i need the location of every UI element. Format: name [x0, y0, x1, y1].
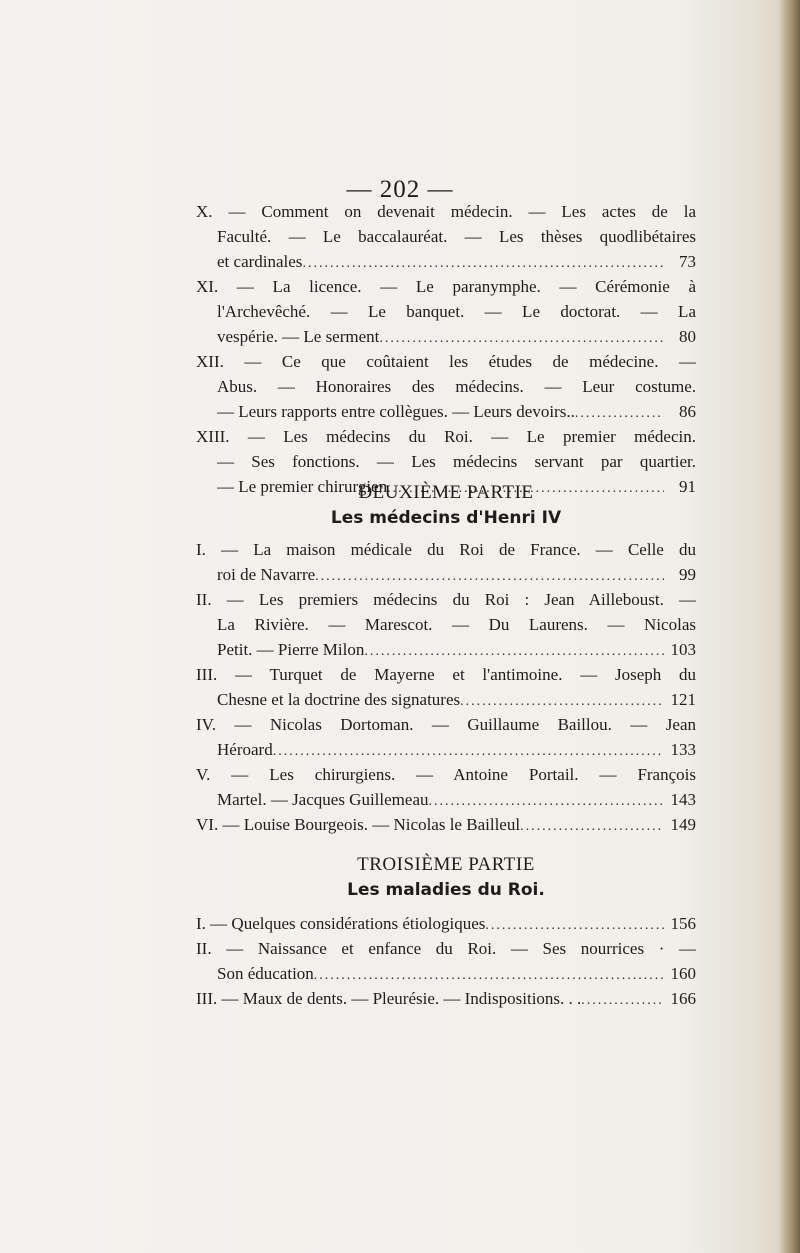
- toc-entry-last-line: [196, 249, 696, 274]
- toc-entry-text: l'Archevêché. — Le banquet. — Le doctorat. — La: [217, 302, 696, 321]
- dot-leader: [315, 564, 664, 589]
- dot-leader: [581, 988, 664, 1013]
- toc-entry-text: Martel. — Jacques Guillemeau: [217, 790, 429, 809]
- toc-entry-text: I. — Quelques considérations étiologiques: [196, 914, 486, 933]
- toc-entry-line: [196, 224, 696, 249]
- toc-entry-line: [196, 712, 696, 737]
- toc-page-number: 156: [670, 914, 696, 933]
- toc-entry-line: [196, 349, 696, 374]
- toc-entry-text: Abus. — Honoraires des médecins. — Leur costume.: [217, 377, 696, 396]
- toc-entry-last-line: [196, 812, 696, 837]
- toc-entry-last-line: [196, 737, 696, 762]
- dot-leader: [485, 913, 664, 938]
- toc-entry-last-line: [196, 687, 696, 712]
- toc-entry-line: [196, 612, 696, 637]
- toc-entry-text: Chesne et la doctrine des signatures: [217, 690, 461, 709]
- toc-page-number: 80: [679, 327, 696, 346]
- toc-entry-line: [196, 274, 696, 299]
- dot-leader: [314, 963, 664, 988]
- toc-entry-text: vespérie. — Le serment: [217, 327, 380, 346]
- dot-leader: [575, 401, 664, 426]
- toc-entry-text: XIII. — Les médecins du Roi. — Le premier médecin.: [196, 427, 696, 446]
- toc-entry-text: et cardinales: [217, 252, 303, 271]
- toc-entry-line: [196, 374, 696, 399]
- part-two-subtitle: Les médecins d'Henri IV: [330, 508, 562, 528]
- toc-page-number: 143: [670, 790, 696, 809]
- toc-entry-last-line: [196, 986, 696, 1011]
- toc-page-number: 91: [679, 477, 696, 496]
- dot-leader: [273, 739, 664, 764]
- toc-section-part-three: [196, 911, 696, 1011]
- toc-entry-text: IV. — Nicolas Dortoman. — Guillaume Baillou. — Jean: [196, 715, 696, 734]
- part-three-heading-block: [196, 854, 696, 900]
- dot-leader: [379, 326, 664, 351]
- dot-leader: [364, 639, 664, 664]
- toc-entry-line: [196, 936, 696, 961]
- toc-entry-text: — Ses fonctions. — Les médecins servant par quartier.: [217, 452, 696, 471]
- toc-entry-line: [196, 537, 696, 562]
- toc-section-part-two: [196, 537, 696, 837]
- toc-entry-text: I. — La maison médicale du Roi de France. — Celle du: [196, 540, 696, 559]
- toc-entry-text: Faculté. — Le baccalauréat. — Les thèses quodlibétaires: [217, 227, 696, 246]
- dot-leader: [460, 689, 664, 714]
- toc-entry-last-line: [196, 637, 696, 662]
- toc-entry-last-line: [196, 324, 696, 349]
- toc-entry-text: La Rivière. — Marescot. — Du Laurens. — Nicolas: [217, 615, 696, 634]
- toc-page-number: 73: [679, 252, 696, 271]
- dot-leader: [429, 789, 665, 814]
- toc-page-number: 133: [670, 740, 696, 759]
- part-three-title: TROISIÈME PARTIE: [357, 854, 535, 875]
- toc-entry-line: [196, 424, 696, 449]
- part-two-heading-block: [196, 482, 696, 528]
- toc-page-number: 99: [679, 565, 696, 584]
- toc-entry-text: Petit. — Pierre Milon: [217, 640, 365, 659]
- toc-entry-text: — Leurs rapports entre collègues. — Leurs devoirs..: [217, 402, 575, 421]
- toc-entry-text: II. — Naissance et enfance du Roi. — Ses nourrices · —: [196, 939, 696, 958]
- toc-entry-line: [196, 587, 696, 612]
- toc-entry-text: roi de Navarre: [217, 565, 316, 584]
- toc-page-number: 149: [670, 815, 696, 834]
- toc-section-first-part-end: [196, 199, 696, 499]
- toc-entry-text: XII. — Ce que coûtaient les études de médecine. —: [196, 352, 696, 371]
- toc-entry-text: XI. — La licence. — Le paranymphe. — Cérémonie à: [196, 277, 696, 296]
- toc-entry-last-line: [196, 911, 696, 936]
- toc-entry-last-line: [196, 399, 696, 424]
- toc-entry-text: Son éducation: [217, 964, 314, 983]
- toc-entry-text: III. — Turquet de Mayerne et l'antimoine. — Joseph du: [196, 665, 696, 684]
- toc-entry-line: [196, 449, 696, 474]
- part-two-title: DEUXIÈME PARTIE: [358, 482, 534, 503]
- toc-entry-last-line: [196, 562, 696, 587]
- toc-entry-line: [196, 662, 696, 687]
- toc-entry-text: V. — Les chirurgiens. — Antoine Portail. — François: [196, 765, 696, 784]
- part-three-subtitle: Les maladies du Roi.: [347, 880, 545, 900]
- toc-page-number: 103: [670, 640, 696, 659]
- toc-entry-last-line: [196, 787, 696, 812]
- toc-entry-last-line: [196, 961, 696, 986]
- toc-page-number: 160: [670, 964, 696, 983]
- toc-entry-text: III. — Maux de dents. — Pleurésie. — Indispositions. . .: [196, 989, 582, 1008]
- toc-entry-line: [196, 762, 696, 787]
- toc-page-number: 121: [670, 690, 696, 709]
- dot-leader: [302, 251, 664, 276]
- toc-page-number: 86: [679, 402, 696, 421]
- dot-leader: [520, 814, 664, 839]
- toc-entry-text: Héroard: [217, 740, 273, 759]
- toc-page-number: 166: [670, 989, 696, 1008]
- toc-entry-line: [196, 299, 696, 324]
- toc-entry-text: X. — Comment on devenait médecin. — Les actes de la: [196, 202, 696, 221]
- toc-entry-line: [196, 199, 696, 224]
- toc-entry-text: VI. — Louise Bourgeois. — Nicolas le Bailleul: [196, 815, 521, 834]
- toc-entry-text: II. — Les premiers médecins du Roi : Jean Ailleboust. —: [196, 590, 696, 609]
- page-number: — 202 —: [346, 176, 454, 203]
- toc-entry-text: — Le premier chirurgien: [217, 477, 388, 496]
